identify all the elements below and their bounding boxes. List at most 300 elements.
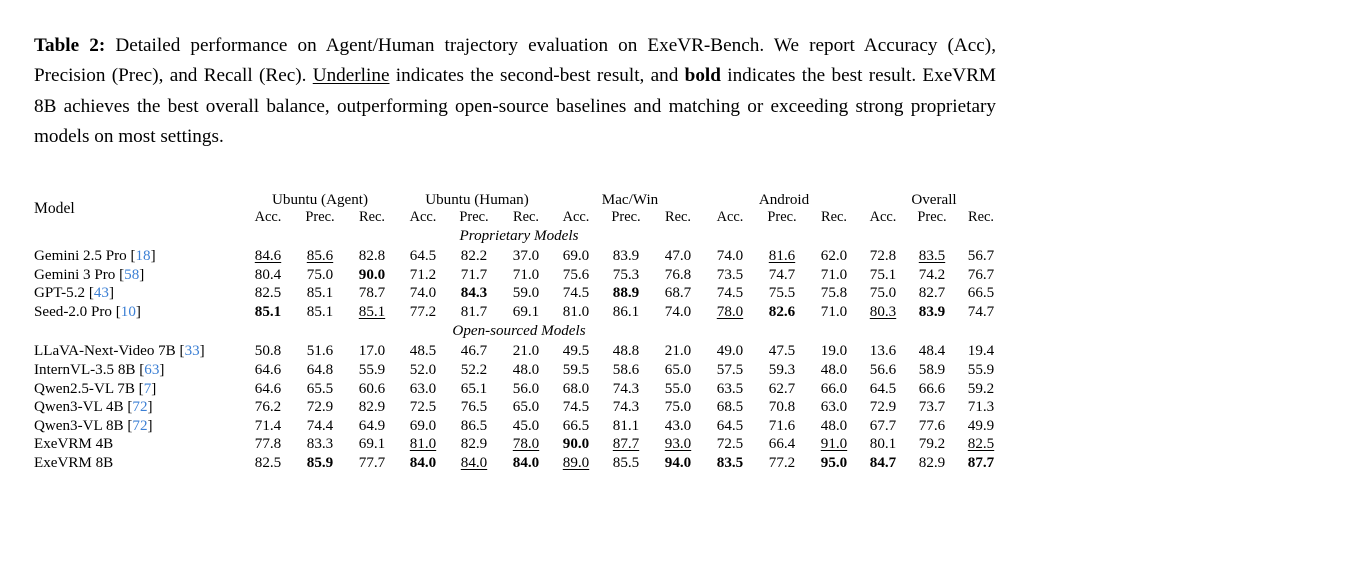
cell-text: 82.5	[254, 285, 282, 302]
citation-number: 33	[184, 343, 200, 360]
table-cell-value	[346, 284, 398, 303]
table-cell-value	[652, 380, 704, 399]
cell-text: 19.4	[967, 343, 995, 360]
cell-text: 59.3	[768, 361, 796, 378]
table-cell-value	[448, 303, 500, 322]
citation-bracket-close: ]	[147, 399, 153, 416]
cell-text: 74.5	[562, 399, 590, 416]
cell-text: 66.6	[918, 380, 946, 397]
cell-text: 76.7	[967, 266, 995, 283]
table-cell-value	[860, 284, 906, 303]
table-cell-value	[906, 435, 958, 454]
cell-text: 81.6	[768, 248, 796, 264]
table-cell-value	[242, 303, 294, 322]
column-header-mac-win-prec: Prec.	[611, 209, 641, 225]
cell-text: 64.8	[306, 361, 334, 378]
table-cell-value	[552, 417, 600, 436]
cell-text: 71.3	[967, 399, 995, 416]
table-cell-value	[294, 380, 346, 399]
column-header-overall-rec: Rec.	[968, 209, 994, 225]
cell-text: 59.0	[512, 285, 540, 302]
table-cell-value	[500, 398, 552, 417]
cell-text: 71.4	[254, 417, 282, 434]
table-cell-value	[906, 398, 958, 417]
cell-text: 77.7	[358, 454, 386, 471]
column-group-header-ubuntu-agent: Ubuntu (Agent)	[272, 192, 368, 208]
cell-text: 48.8	[612, 343, 640, 360]
table-section-header-open-sourced-models	[34, 321, 1004, 342]
cell-text: 56.6	[869, 361, 897, 378]
table-cell-value	[552, 266, 600, 285]
cell-text: 37.0	[512, 248, 540, 264]
citation-bracket-open: [	[130, 248, 136, 264]
column-header-android-rec: Rec.	[821, 209, 847, 225]
cell-text: 71.7	[460, 266, 488, 283]
cell-text: 82.5	[254, 454, 282, 471]
cell-text: 75.1	[869, 266, 897, 283]
table-cell-value	[242, 247, 294, 266]
cell-text: 75.5	[768, 285, 796, 302]
table-cell-value	[704, 303, 756, 322]
table-cell-value	[294, 417, 346, 436]
cell-text: 83.9	[918, 303, 946, 320]
cell-text: 48.4	[918, 343, 946, 360]
cell-text: 90.0	[562, 436, 590, 453]
cell-text: 64.6	[254, 361, 282, 378]
citation-number: 43	[93, 285, 109, 302]
cell-text: 47.5	[768, 343, 796, 360]
cell-text: 45.0	[512, 417, 540, 434]
citation-bracket-open: [	[119, 266, 125, 283]
table-cell-value	[652, 435, 704, 454]
table-cell-value	[600, 398, 652, 417]
cell-text: 66.4	[768, 436, 796, 453]
table-caption	[34, 31, 996, 152]
cell-text: 82.9	[358, 399, 386, 416]
citation-bracket-close: ]	[151, 380, 157, 397]
column-header-ubuntu-agent-acc: Acc.	[254, 209, 282, 225]
table-cell-value	[346, 398, 398, 417]
cell-text: 74.3	[612, 380, 640, 397]
table-cell-value	[756, 361, 808, 380]
row-model-name: Gemini 3 Pro [58]	[34, 266, 145, 283]
citation-ref[interactable]	[130, 248, 155, 264]
table-cell-value	[242, 454, 294, 473]
cell-text: 86.5	[460, 417, 488, 434]
table-cell-value	[652, 398, 704, 417]
table-cell-value	[808, 266, 860, 285]
citation-bracket-open: [	[127, 417, 133, 434]
cell-text: 85.1	[306, 285, 334, 302]
cell-text: 75.8	[820, 285, 848, 302]
cell-text: 62.0	[820, 248, 848, 264]
table-cell-value	[600, 435, 652, 454]
citation-ref[interactable]	[139, 381, 157, 397]
cell-text: 69.0	[562, 248, 590, 264]
cell-text: 81.0	[409, 436, 437, 453]
cell-text: 75.3	[612, 266, 640, 283]
cell-text: 71.0	[512, 266, 540, 283]
table-cell-value	[346, 266, 398, 285]
section-title: Open-sourced Models	[452, 323, 586, 340]
column-group-header-android: Android	[758, 192, 810, 208]
table-cell-value	[704, 361, 756, 380]
cell-text: 80.3	[869, 303, 897, 320]
column-header-android-acc: Acc.	[716, 209, 744, 225]
table-cell-value	[756, 398, 808, 417]
cell-text: 84.0	[409, 454, 437, 471]
caption-bold-keyword: bold	[684, 65, 721, 87]
table-cell-value	[552, 361, 600, 380]
cell-text: 74.4	[306, 417, 334, 434]
table-cell-value	[398, 303, 448, 322]
cell-text: 46.7	[460, 343, 488, 360]
citation-ref[interactable]	[139, 362, 164, 378]
cell-text: 87.7	[612, 436, 640, 453]
table-cell-value	[808, 417, 860, 436]
cell-text: 58.9	[918, 361, 946, 378]
cell-text: 59.5	[562, 361, 590, 378]
column-header-ubuntu-agent-prec: Prec.	[305, 209, 335, 225]
section-title: Proprietary Models	[459, 228, 579, 244]
table-cell-value	[704, 247, 756, 266]
cell-text: 64.5	[716, 417, 744, 434]
table-cell-value	[346, 454, 398, 473]
cell-text: 75.6	[562, 266, 590, 283]
cell-text: 85.1	[306, 303, 334, 320]
table-cell-value	[958, 398, 1004, 417]
table-cell-value	[552, 303, 600, 322]
table-cell-value	[704, 417, 756, 436]
citation-bracket-open: [	[115, 303, 121, 320]
table-cell-value	[346, 247, 398, 266]
table-cell-value	[860, 435, 906, 454]
cell-text: 82.8	[358, 248, 386, 264]
table-cell-value	[346, 435, 398, 454]
table-cell-value	[500, 454, 552, 473]
cell-text: 83.9	[612, 248, 640, 264]
citation-ref[interactable]	[89, 285, 114, 301]
table-cell-value	[448, 342, 500, 361]
table-cell-value	[906, 266, 958, 285]
table-cell-value	[860, 247, 906, 266]
cell-text: 77.2	[768, 454, 796, 471]
table-cell-value	[860, 398, 906, 417]
cell-text: 87.7	[967, 454, 995, 471]
cell-text: 64.5	[869, 380, 897, 397]
cell-text: 71.0	[820, 266, 848, 283]
table-cell-value	[704, 398, 756, 417]
table-cell-value	[242, 284, 294, 303]
cell-text: 77.6	[918, 417, 946, 434]
table-cell-value	[652, 361, 704, 380]
table-cell-value	[552, 247, 600, 266]
cell-text: 72.5	[716, 436, 744, 453]
cell-text: 68.7	[664, 285, 692, 302]
table-row	[34, 266, 1004, 285]
cell-text: 94.0	[664, 454, 692, 471]
table-cell-value	[808, 454, 860, 473]
cell-text: 84.0	[460, 454, 488, 471]
cell-text: 69.0	[409, 417, 437, 434]
cell-text: 74.5	[716, 285, 744, 302]
table-cell-value	[704, 266, 756, 285]
table-cell-value	[448, 398, 500, 417]
citation-ref[interactable]	[180, 343, 205, 359]
table-cell-value	[346, 342, 398, 361]
column-header-android-prec: Prec.	[767, 209, 797, 225]
cell-text: 48.5	[409, 343, 437, 360]
citation-number: 18	[135, 248, 151, 264]
column-header-mac-win-rec: Rec.	[665, 209, 691, 225]
table-cell-value	[398, 398, 448, 417]
table-cell-value	[860, 361, 906, 380]
column-header-overall-acc: Acc.	[869, 209, 897, 225]
table-cell-value	[860, 342, 906, 361]
table-cell-value	[500, 361, 552, 380]
table-cell-value	[398, 361, 448, 380]
table-cell-value	[906, 417, 958, 436]
table-cell-value	[600, 266, 652, 285]
table-cell-value	[958, 417, 1004, 436]
table-cell-value	[756, 303, 808, 322]
citation-bracket-open: [	[88, 285, 94, 302]
table-cell-value	[600, 454, 652, 473]
caption-text-part1: Detailed performance on Agent/Human trajectory evaluation on ExeVR-Bench. We report Accuracy (Acc), Precision (Prec), and Recall (Rec).	[34, 35, 996, 87]
table-cell-value	[600, 380, 652, 399]
cell-text: 64.9	[358, 417, 386, 434]
row-model-name: LLaVA-Next-Video 7B [33]	[34, 343, 205, 360]
table-cell-value	[756, 247, 808, 266]
citation-bracket-open: [	[179, 343, 185, 360]
cell-text: 88.9	[612, 285, 640, 302]
table-cell-value	[906, 342, 958, 361]
table-cell-value	[958, 435, 1004, 454]
table-cell-value	[500, 417, 552, 436]
table-cell-value	[500, 284, 552, 303]
column-header-ubuntu-human-rec: Rec.	[513, 209, 539, 225]
table-cell-value	[756, 435, 808, 454]
cell-text: 72.9	[306, 399, 334, 416]
table-cell-value	[346, 380, 398, 399]
table-row	[34, 380, 1004, 399]
table-cell-value	[808, 284, 860, 303]
table-cell-value	[906, 247, 958, 266]
table-cell-value	[242, 380, 294, 399]
column-header-mac-win-acc: Acc.	[562, 209, 590, 225]
cell-text: 62.7	[768, 380, 796, 397]
cell-text: 70.8	[768, 399, 796, 416]
table-cell-value	[500, 247, 552, 266]
table-cell-value	[600, 284, 652, 303]
table-cell-value	[552, 284, 600, 303]
table-cell-value	[294, 454, 346, 473]
cell-text: 73.7	[918, 399, 946, 416]
table-cell-value	[500, 435, 552, 454]
table-cell-value	[906, 380, 958, 399]
table-cell-value	[294, 247, 346, 266]
cell-text: 65.0	[512, 399, 540, 416]
table-cell-value	[398, 266, 448, 285]
table-cell-value	[652, 266, 704, 285]
cell-text: 63.0	[820, 399, 848, 416]
citation-ref[interactable]	[127, 418, 152, 434]
row-model-name: ExeVRM 8B	[34, 454, 114, 471]
column-group-header-ubuntu-human: Ubuntu (Human)	[425, 192, 529, 208]
table-cell-value	[600, 247, 652, 266]
cell-text: 82.6	[768, 303, 796, 320]
table-cell-value	[294, 303, 346, 322]
table-section-header-proprietary-models	[34, 226, 1004, 247]
citation-number: 7	[143, 380, 152, 397]
table-cell-value	[500, 266, 552, 285]
table-cell-value	[958, 380, 1004, 399]
table-cell-value	[242, 435, 294, 454]
table-cell-value	[398, 454, 448, 473]
cell-text: 86.1	[612, 303, 640, 320]
row-model-name: Gemini 2.5 Pro [18]	[34, 248, 156, 264]
table-cell-value	[448, 284, 500, 303]
cell-text: 68.5	[716, 399, 744, 416]
cell-text: 13.6	[869, 343, 897, 360]
cell-text: 76.2	[254, 399, 282, 416]
table-cell-value	[600, 361, 652, 380]
table-cell-value	[448, 247, 500, 266]
table-cell-value	[906, 284, 958, 303]
cell-text: 75.0	[664, 399, 692, 416]
table-cell-value	[398, 380, 448, 399]
table-cell-value	[500, 342, 552, 361]
cell-text: 82.5	[967, 436, 995, 453]
table-cell-value	[294, 361, 346, 380]
table-cell-value	[448, 435, 500, 454]
performance-table-container	[34, 192, 996, 473]
cell-text: 43.0	[664, 417, 692, 434]
cell-text: 89.0	[562, 454, 590, 471]
table-cell-value	[294, 342, 346, 361]
cell-text: 74.7	[768, 266, 796, 283]
citation-bracket-close: ]	[108, 285, 114, 302]
table-cell-value	[242, 342, 294, 361]
row-model-name: Qwen3-VL 8B [72]	[34, 417, 153, 434]
table-cell-value	[704, 284, 756, 303]
cell-text: 69.1	[512, 303, 540, 320]
cell-text: 82.7	[918, 285, 946, 302]
table-cell-value	[552, 454, 600, 473]
cell-text: 52.0	[409, 361, 437, 378]
cell-text: 84.6	[254, 248, 282, 264]
citation-bracket-close: ]	[199, 343, 205, 360]
table-cell-value	[860, 454, 906, 473]
cell-text: 59.2	[967, 380, 995, 397]
row-model-name: Seed-2.0 Pro [10]	[34, 303, 141, 320]
cell-text: 71.2	[409, 266, 437, 283]
column-header-ubuntu-human-prec: Prec.	[459, 209, 489, 225]
table-cell-value	[860, 380, 906, 399]
cell-text: 78.0	[716, 303, 744, 320]
cell-text: 85.9	[306, 454, 334, 471]
cell-text: 81.1	[612, 417, 640, 434]
caption-text-part2: indicates the second-best result, and	[389, 65, 685, 87]
caption-label: Table 2:	[34, 35, 106, 57]
table-cell-value	[398, 247, 448, 266]
cell-text: 74.2	[918, 266, 946, 283]
cell-text: 21.0	[512, 343, 540, 360]
table-row	[34, 454, 1004, 473]
cell-text: 48.0	[820, 417, 848, 434]
table-cell-value	[398, 435, 448, 454]
cell-text: 69.1	[358, 436, 386, 453]
table-row	[34, 398, 1004, 417]
table-cell-value	[958, 454, 1004, 473]
citation-bracket-close: ]	[139, 266, 145, 283]
cell-text: 72.8	[869, 248, 897, 264]
cell-text: 90.0	[358, 266, 386, 283]
cell-text: 74.0	[409, 285, 437, 302]
cell-text: 50.8	[254, 343, 282, 360]
citation-bracket-close: ]	[150, 248, 156, 264]
table-cell-value	[906, 361, 958, 380]
citation-number: 58	[124, 266, 140, 283]
cell-text: 80.1	[869, 436, 897, 453]
citation-ref[interactable]	[119, 267, 144, 283]
column-header-model: Model	[34, 200, 75, 217]
cell-text: 49.5	[562, 343, 590, 360]
cell-text: 71.6	[768, 417, 796, 434]
cell-text: 77.2	[409, 303, 437, 320]
cell-text: 49.0	[716, 343, 744, 360]
table-cell-value	[652, 247, 704, 266]
table-cell-value	[448, 454, 500, 473]
table-row	[34, 303, 1004, 322]
cell-text: 84.7	[869, 454, 897, 471]
table-cell-value	[652, 303, 704, 322]
table-cell-value	[756, 417, 808, 436]
citation-number: 72	[132, 417, 148, 434]
citation-number: 63	[144, 361, 160, 378]
cell-text: 52.2	[460, 361, 488, 378]
cell-text: 85.1	[254, 303, 282, 320]
row-model-name: InternVL-3.5 8B [63]	[34, 361, 165, 378]
table-cell-value	[346, 303, 398, 322]
table-cell-value	[808, 361, 860, 380]
table-cell-value	[346, 417, 398, 436]
table-cell-value	[398, 417, 448, 436]
table-cell-value	[552, 380, 600, 399]
cell-text: 65.5	[306, 380, 334, 397]
column-group-header-overall: Overall	[911, 192, 957, 208]
table-cell-value	[958, 266, 1004, 285]
cell-text: 73.5	[716, 266, 744, 283]
cell-text: 17.0	[358, 343, 386, 360]
cell-text: 74.0	[664, 303, 692, 320]
cell-text: 64.6	[254, 380, 282, 397]
citation-ref[interactable]	[127, 399, 152, 415]
cell-text: 83.5	[716, 454, 744, 471]
citation-ref[interactable]	[116, 304, 141, 320]
table-cell-value	[704, 342, 756, 361]
table-row	[34, 435, 1004, 454]
cell-text: 75.0	[869, 285, 897, 302]
cell-text: 74.3	[612, 399, 640, 416]
cell-text: 78.0	[512, 436, 540, 453]
table-cell-value	[448, 380, 500, 399]
cell-text: 77.8	[254, 436, 282, 453]
citation-bracket-open: [	[138, 380, 144, 397]
table-row	[34, 361, 1004, 380]
table-cell-value	[398, 284, 448, 303]
cell-text: 83.3	[306, 436, 334, 453]
